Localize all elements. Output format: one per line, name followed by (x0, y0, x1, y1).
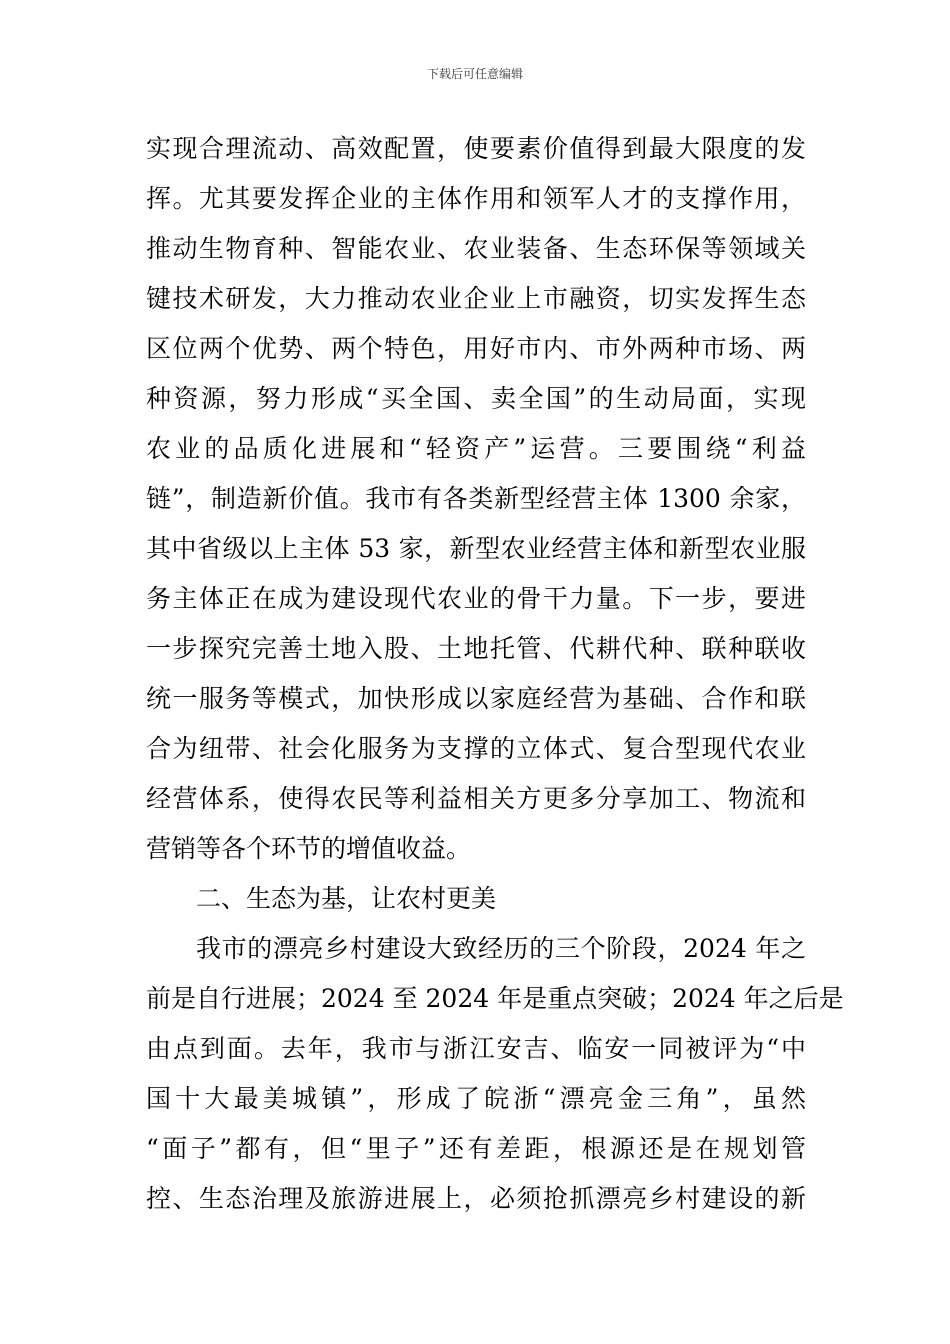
text-line: 实现合理流动、高效配置，使要素价值得到最大限度的发 (146, 134, 806, 163)
text-line: 合为纽带、社会化服务为支撑的立体式、复合型现代农业 (146, 734, 806, 763)
document-body (146, 124, 844, 1224)
text-line: “面子”都有，但“里子”还有差距，根源还是在规划管 (146, 1134, 806, 1163)
text-line: 推动生物育种、智能农业、农业装备、生态环保等领域关 (146, 234, 806, 263)
text-line: 农业的品质化进展和“轻资产”运营。三要围绕“利益 (146, 434, 806, 463)
text-line: 国十大最美城镇”，形成了皖浙“漂亮金三角”，虽然 (146, 1084, 806, 1113)
text-line: 营销等各个环节的增值收益。 (146, 834, 472, 863)
page-header: 下载后可任意编辑 (426, 67, 523, 81)
text-line: 经营体系，使得农民等利益相关方更多分享加工、物流和 (146, 784, 806, 813)
text-line: 挥。尤其要发挥企业的主体作用和领军人才的支撑作用， (146, 184, 806, 213)
text-line: 一步探究完善土地入股、土地托管、代耕代种、联种联收 (146, 634, 806, 663)
text-line: 务主体正在成为建设现代农业的骨干力量。下一步，要进 (146, 584, 806, 613)
text-line: 前是自行进展；2024 至 2024 年是重点突破；2024 年之后是 (146, 984, 844, 1013)
text-line: 区位两个优势、两个特色，用好市内、市外两种市场、两 (146, 334, 806, 363)
text-line: 统一服务等模式，加快形成以家庭经营为基础、合作和联 (146, 684, 806, 713)
text-line: 键技术研发，大力推动农业企业上市融资，切实发挥生态 (146, 284, 806, 313)
section-heading: 二、生态为基，让农村更美 (196, 884, 497, 913)
text-line: 由点到面。去年，我市与浙江安吉、临安一同被评为“中 (146, 1034, 806, 1063)
text-line: 链”，制造新价值。我市有各类新型经营主体 1300 余家， (146, 484, 806, 513)
text-line: 种资源，努力形成“买全国、卖全国”的生动局面，实现 (146, 384, 806, 413)
text-line: 其中省级以上主体 53 家，新型农业经营主体和新型农业服 (146, 534, 806, 563)
text-line: 控、生态治理及旅游进展上，必须抢抓漂亮乡村建设的新 (146, 1184, 806, 1213)
text-line: 我市的漂亮乡村建设大致经历的三个阶段，2024 年之 (196, 934, 806, 963)
